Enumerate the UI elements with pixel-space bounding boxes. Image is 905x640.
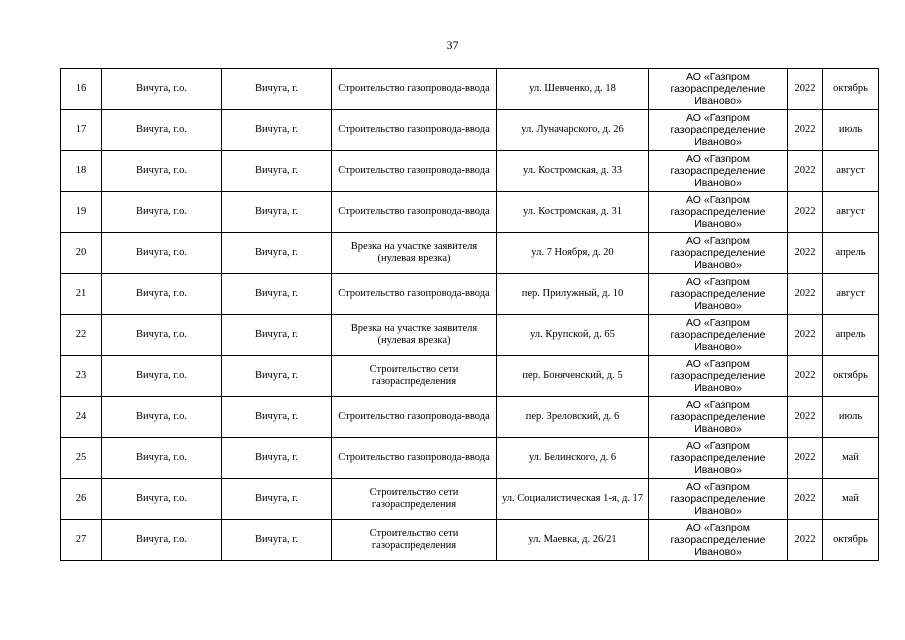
locality-cell: Вичуга, г. [222, 110, 332, 151]
gasification-table [60, 68, 879, 561]
year-cell: 2022 [788, 479, 823, 520]
table-row [61, 479, 879, 520]
work-type-cell: Строительство газопровода-ввода [332, 69, 497, 110]
operator-cell: АО «Газпром газораспределение Иваново» [649, 69, 788, 110]
year-cell: 2022 [788, 110, 823, 151]
year-cell: 2022 [788, 520, 823, 561]
municipality-cell: Вичуга, г.о. [102, 479, 222, 520]
work-type-cell: Строительство газопровода-ввода [332, 438, 497, 479]
work-type-cell: Врезка на участке заявителя (нулевая врезка) [332, 233, 497, 274]
address-cell: ул. 7 Ноября, д. 20 [497, 233, 649, 274]
month-cell: июль [823, 397, 879, 438]
work-type-cell: Строительство газопровода-ввода [332, 110, 497, 151]
operator-cell: АО «Газпром газораспределение Иваново» [649, 438, 788, 479]
municipality-cell: Вичуга, г.о. [102, 69, 222, 110]
operator-cell: АО «Газпром газораспределение Иваново» [649, 356, 788, 397]
year-cell: 2022 [788, 397, 823, 438]
month-cell: апрель [823, 233, 879, 274]
row-number-cell: 18 [61, 151, 102, 192]
row-number-cell: 23 [61, 356, 102, 397]
year-cell: 2022 [788, 274, 823, 315]
address-cell: ул. Маевка, д. 26/21 [497, 520, 649, 561]
work-type-cell: Врезка на участке заявителя (нулевая врезка) [332, 315, 497, 356]
table-row [61, 397, 879, 438]
address-cell: ул. Социалистическая 1-я, д. 17 [497, 479, 649, 520]
row-number-cell: 19 [61, 192, 102, 233]
address-cell: пер. Прилужный, д. 10 [497, 274, 649, 315]
work-type-cell: Строительство газопровода-ввода [332, 397, 497, 438]
work-type-cell: Строительство сети газораспределения [332, 479, 497, 520]
row-number-cell: 27 [61, 520, 102, 561]
municipality-cell: Вичуга, г.о. [102, 438, 222, 479]
address-cell: ул. Луначарского, д. 26 [497, 110, 649, 151]
work-type-cell: Строительство сети газораспределения [332, 356, 497, 397]
operator-cell: АО «Газпром газораспределение Иваново» [649, 192, 788, 233]
work-type-cell: Строительство сети газораспределения [332, 520, 497, 561]
table-row [61, 192, 879, 233]
address-cell: ул. Крупской, д. 65 [497, 315, 649, 356]
year-cell: 2022 [788, 233, 823, 274]
work-type-cell: Строительство газопровода-ввода [332, 192, 497, 233]
locality-cell: Вичуга, г. [222, 192, 332, 233]
table-row [61, 110, 879, 151]
table-row [61, 520, 879, 561]
table-row [61, 356, 879, 397]
table-row [61, 315, 879, 356]
month-cell: октябрь [823, 356, 879, 397]
month-cell: май [823, 438, 879, 479]
row-number-cell: 17 [61, 110, 102, 151]
locality-cell: Вичуга, г. [222, 151, 332, 192]
address-cell: пер. Боняченский, д. 5 [497, 356, 649, 397]
month-cell: октябрь [823, 520, 879, 561]
operator-cell: АО «Газпром газораспределение Иваново» [649, 520, 788, 561]
operator-cell: АО «Газпром газораспределение Иваново» [649, 151, 788, 192]
operator-cell: АО «Газпром газораспределение Иваново» [649, 110, 788, 151]
table-row [61, 233, 879, 274]
operator-cell: АО «Газпром газораспределение Иваново» [649, 479, 788, 520]
address-cell: ул. Костромская, д. 33 [497, 151, 649, 192]
address-cell: ул. Костромская, д. 31 [497, 192, 649, 233]
work-type-cell: Строительство газопровода-ввода [332, 151, 497, 192]
row-number-cell: 22 [61, 315, 102, 356]
page-number: 37 [446, 38, 459, 52]
month-cell: апрель [823, 315, 879, 356]
locality-cell: Вичуга, г. [222, 274, 332, 315]
table-row [61, 438, 879, 479]
municipality-cell: Вичуга, г.о. [102, 520, 222, 561]
year-cell: 2022 [788, 69, 823, 110]
month-cell: август [823, 151, 879, 192]
municipality-cell: Вичуга, г.о. [102, 151, 222, 192]
locality-cell: Вичуга, г. [222, 397, 332, 438]
table-row [61, 274, 879, 315]
month-cell: август [823, 274, 879, 315]
operator-cell: АО «Газпром газораспределение Иваново» [649, 315, 788, 356]
municipality-cell: Вичуга, г.о. [102, 274, 222, 315]
month-cell: май [823, 479, 879, 520]
month-cell: октябрь [823, 69, 879, 110]
operator-cell: АО «Газпром газораспределение Иваново» [649, 233, 788, 274]
year-cell: 2022 [788, 151, 823, 192]
year-cell: 2022 [788, 438, 823, 479]
municipality-cell: Вичуга, г.о. [102, 192, 222, 233]
municipality-cell: Вичуга, г.о. [102, 315, 222, 356]
address-cell: ул. Белинского, д. 6 [497, 438, 649, 479]
row-number-cell: 24 [61, 397, 102, 438]
table-row [61, 151, 879, 192]
municipality-cell: Вичуга, г.о. [102, 397, 222, 438]
locality-cell: Вичуга, г. [222, 356, 332, 397]
row-number-cell: 26 [61, 479, 102, 520]
work-type-cell: Строительство газопровода-ввода [332, 274, 497, 315]
month-cell: август [823, 192, 879, 233]
locality-cell: Вичуга, г. [222, 233, 332, 274]
municipality-cell: Вичуга, г.о. [102, 110, 222, 151]
municipality-cell: Вичуга, г.о. [102, 356, 222, 397]
locality-cell: Вичуга, г. [222, 69, 332, 110]
operator-cell: АО «Газпром газораспределение Иваново» [649, 397, 788, 438]
month-cell: июль [823, 110, 879, 151]
locality-cell: Вичуга, г. [222, 520, 332, 561]
year-cell: 2022 [788, 192, 823, 233]
row-number-cell: 25 [61, 438, 102, 479]
table-row [61, 69, 879, 110]
row-number-cell: 16 [61, 69, 102, 110]
municipality-cell: Вичуга, г.о. [102, 233, 222, 274]
address-cell: ул. Шевченко, д. 18 [497, 69, 649, 110]
locality-cell: Вичуга, г. [222, 315, 332, 356]
row-number-cell: 20 [61, 233, 102, 274]
locality-cell: Вичуга, г. [222, 438, 332, 479]
year-cell: 2022 [788, 315, 823, 356]
year-cell: 2022 [788, 356, 823, 397]
operator-cell: АО «Газпром газораспределение Иваново» [649, 274, 788, 315]
row-number-cell: 21 [61, 274, 102, 315]
locality-cell: Вичуга, г. [222, 479, 332, 520]
address-cell: пер. Зреловский, д. 6 [497, 397, 649, 438]
